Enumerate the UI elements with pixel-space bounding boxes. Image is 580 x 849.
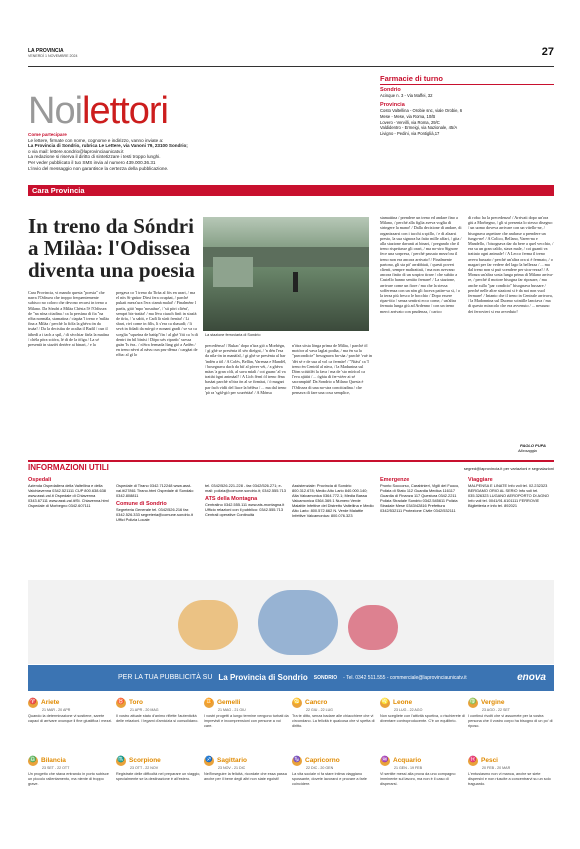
ospedali-text-2: Ospedale di Tirano 0342.712248 www.asst-val.it/27861 Tirano.html Ospedale di Sondalo 0342.808811 — [116, 483, 194, 498]
sign-name: Acquario — [393, 756, 422, 764]
zodiac-icon: ♌ — [380, 698, 390, 708]
farmacia-item: Costo Valtellina - Orobie snc, viale Orobie, 6 — [380, 108, 463, 114]
sign-text: Non scegliete con l'attività sportiva, o rischierete di diventare controproducente. C'è un equilibrio. — [380, 714, 465, 724]
zodiac-icon: ♐ — [204, 756, 214, 766]
sign-dates: 22 GIU - 22 LUG — [306, 708, 333, 712]
viaggiare-heading: Viaggiare — [468, 477, 493, 483]
horoscope-sign — [28, 698, 113, 724]
ats-text: Centralino 0342.555.111 www.ats-montagna.it Ufficio relazioni con il pubblico: 0342.555.713 Centrali operative Continuità — [205, 502, 285, 517]
zodiac-icon: ♍ — [468, 698, 478, 708]
ad-city: SONDRIO — [313, 674, 338, 681]
farmacia-item: Mese - Mese, via Roma, 10/B — [380, 113, 436, 119]
horoscope-sign — [292, 756, 377, 787]
sign-name: Cancro — [305, 698, 328, 706]
how-to-line: o via mail: lettere.sondrio@laprovinciaunicatv.it — [28, 148, 124, 154]
how-to-line: L'invio del messaggio non garantisce la certezza della pubblicazione. — [28, 165, 169, 171]
viaggiare-text: MALPENSA E LINATE Info voli tel. 02.232323 BERGAMO ORIO AL SERIO Info voli tel. 035.326323 LUGANO AEROPORTO DI AGNO Info voli tel. 0041/91.6101111 FERROVIE Biglietteria e info tel. 892021 — [468, 483, 549, 508]
ospedali-heading: Ospedali — [28, 477, 52, 483]
farmacie-sondrio-heading: Sondrio — [380, 86, 401, 93]
horoscope-sign — [292, 698, 377, 729]
comune-text-2: tel. 0342/526.221-228 - fax 0342/526.271; e-mail: polizia@comune.sondrio.it; 0342.555.713 — [205, 483, 286, 493]
info-email: segred@laprovincia.it per variazioni e segnalazioni — [463, 466, 554, 471]
ad-logo: enova — [517, 671, 546, 683]
zodiac-icon: ♑ — [292, 756, 302, 766]
sign-text: Il vostro attuale stato d'animo riflette l'autenticità delle relazioni. I legami d'amicizia si consolidano. — [116, 714, 199, 724]
horoscope-sign — [380, 698, 465, 724]
sign-name: Leone — [393, 698, 413, 706]
horoscope-sign — [468, 756, 553, 787]
farmacie-title: Farmacie di turno — [380, 76, 554, 85]
zodiac-icon: ♎ — [28, 756, 38, 766]
info-col-2 — [116, 483, 198, 522]
how-to-box — [28, 132, 358, 171]
horoscope-sign — [204, 756, 289, 782]
sign-text: Registrate delle difficoltà nel preparare un viaggio, specialmente se la destinazione è all'estero. — [116, 772, 201, 782]
ad-brand: La Provincia di Sondrio — [218, 673, 308, 682]
sign-name: Pesci — [481, 756, 498, 764]
farmacie-box — [380, 76, 554, 136]
info-title: INFORMAZIONI UTILI — [28, 463, 109, 472]
farmacia-item: Livigno - Pedini, via Pontiglià,17 — [380, 130, 440, 136]
horoscope-sign — [468, 698, 553, 729]
sign-text: I continui rivolti che vi assumete per la vostra persona che il vostro corpo ha bisogno di un po' di riposo. — [468, 714, 553, 729]
sign-text: La vita sociale vi fa stare intima viaggiano spossante, dovete lavorarci e provare a farle coincidere. — [292, 772, 367, 787]
article-col-2: pregava co 'l treno da Tiràa al fös en urari, / ma el nös Si-gnùor Dìrsi fera ocupàat, / parché pukati mezz'ura l'era ciamà malat! / Finalménr l partìs, gitö 'mpo 'nosatàse', / 'sti pòri cliént', sempri bis-tratàa! / ma lèva ciaach finít in stazìà de tìrìa, / 'u sabìt, e Cadì là sùrìt frenàa! / Li sbari, rivì come in filìs, li s'era ca sbasadì; / li sevà in fidadi da mà-gò e nonant gradi / se va ca sceglia "squeìna de batùp"fin / al ghè 'fiti ca 'n di dentri ön bil bìnìsi / Döpo ués ripartìc' ssessa guàn 'Is èra.. / n'ètra fermada lùng gió a Ardèn / en treno nèvri al nàvu cun pru-dènsa / cargàat de ròba: al gì lo — [116, 290, 198, 358]
ad-illustration — [28, 580, 554, 664]
sign-dates: 21 GEN - 19 FEB — [394, 766, 422, 770]
horoscope-sign — [28, 756, 113, 787]
how-to-line: Le lettere, firmate con nome, cognome e indirizzo, vanno inviate a: — [28, 137, 164, 143]
rubric-bar — [28, 185, 554, 196]
article-signature: PAOLO PUPA — [520, 443, 546, 448]
ad-banner[interactable] — [28, 665, 554, 691]
sign-text: Tra te ditto, senza badare alle chiacchiere che vi circondano. La felicità è qualcosa che vi spetta di diritto. — [292, 714, 375, 729]
info-col-5 — [380, 478, 462, 513]
info-col-4: Assistenziale: Provincia di Sondrio 800.312.678; Medio Alto Lario 840.000.140; Alta Valcamonica 0364.772.1; Media Bassa Valcamonica 0364.369.1 Numero Verde Malattie Infettive del Distretto Valtellina e Medio Alto Lario: 800.572.662 N. Verde Malattie Infettive Valcamonica: 800.076.323 — [292, 483, 374, 518]
sign-text: Quando la determinazione vi sostiene, sarete capaci di arrivare ovunque il fine giustifica i mezzi. — [28, 714, 113, 724]
page-number: 27 — [541, 46, 554, 58]
how-to-title: Come partecipare — [28, 132, 67, 137]
horoscope-sign — [380, 756, 465, 787]
zodiac-icon: ♊ — [204, 698, 214, 708]
section-title — [28, 88, 168, 136]
sign-dates: 21 MAR - 20 APR — [42, 708, 71, 712]
sign-text: Nell'inseguire la felicità, ricordate che essa passa anche per il bene degli altri non siate egoisti! — [204, 772, 287, 782]
page-header — [28, 48, 554, 59]
sign-text: L'entusiasmo non vi manca, anche se siete dispersivi e non riuscite a concentrarvi su un solo traguardo. — [468, 772, 551, 787]
farmacia-item: Valdidentro - Ermeigi, via Nazionale, 45/A — [380, 125, 458, 131]
article-col-6: di roba: ha la precedenza! / Arrivati dopo un'ora giù a Morbegno, / gli si presenta lo stesso disegno: / un uomo doveva arrivare con un vitello-ne, / bisognava aspettare che andasse a prendere un fungo-ne! / A Colico, Bellano, Varen-na e Mandello, / bisognava dar da bere a quel vecchio, / era su un gran caldo, stava male, / coi guanti va trattato ogni animale! / A Lecco ferma il treno aveva bussato / perché un'altra ora si è fermato, / o magari per far vedere del lago la bellezza / ... ma dal treno non si può scendere per sicu-rezza! / A Monza un'altra sosta lunga prima di Milano arriva-re, / perché il motore bisogna far riposare, / ma anche sulla "par condicio" bisognava bussare / perché nelle altre stazioni si è da noi non vuol fermare! / Intanto che il treno in Centrale arrivava, / la Madonnina sul Duomo scintille lanciava / ma di questo miracolo che era avvenuto / ... nessuno dei ferrovieri si era avveduto! — [468, 215, 554, 314]
ats-heading: ATS della Montagna — [205, 496, 258, 502]
ad-text: PER LA TUA PUBBLICITÀ SU — [118, 673, 213, 681]
sign-dates: 23 AGO - 22 SET — [482, 708, 510, 712]
sign-name: Sagittario — [217, 756, 247, 764]
sign-name: Ariete — [41, 698, 60, 706]
sign-name: Capricorno — [305, 756, 340, 764]
sign-name: Toro — [129, 698, 143, 706]
station-photo — [203, 217, 369, 331]
article-col-3: precedènsa! / Rukac' dopo n'ùra gió a Morbègn, / gì ghè se presènta öl sèo dieìgni, / 'n dén l'esa da nila-ön in manàfal, / gi ghè se presènta al bar 'indèn a töl / A Colès, Bellàn, Varenaa e Mandèl, / bosegnava dach da bif al pòver véi, / a ghèva màas 'a gran còlt, al sava mìali / coi guanc' al va trattàt ògni animàal! / A Lìch fèrnì öl treno fèna basàat parchè n'ötra ön al se firmàat, / ö magari par fach vìdìi del liace la bèlèsa / ... ma dal treno 'pò ra 'sgàl-giò per scurértàa! / A Mónsa — [205, 343, 287, 395]
zodiac-icon: ♋ — [292, 698, 302, 708]
info-col-3 — [205, 483, 287, 517]
ad-contact: - Tel. 0342 511.555 - commerciale@laprovinciaunicatv.it — [343, 674, 467, 681]
farmacia-item: Lovero - Vervilli, via Roma, 29/C — [380, 119, 440, 125]
sign-text: I vostri progetti a lungo termine vengono turbati da imprevisti e incomprensioni con persone a voi care. — [204, 714, 289, 729]
zodiac-icon: ♉ — [116, 698, 126, 708]
section-title-part2: lettori — [82, 90, 168, 132]
info-col-6 — [468, 478, 554, 508]
article-headline: In treno da Sóndri a Milàa: l'Odissea diventa una poesia — [28, 214, 195, 282]
zodiac-icon: ♓ — [468, 756, 478, 766]
ospedali-text: Azienda Ospedaliera della Valtellina e della Valchiavenna 0342.521111 CUP 800.638.638 www.asst-val.it Ospedale di Chiavenna 0343.67111 www.asst-val.it/St. Chiavenna.html Ospedale di Morbegno 0342.607111 — [28, 483, 109, 508]
emergenze-heading: Emergenze — [380, 477, 410, 483]
farmacie-provincia-heading: Provincia — [380, 101, 405, 108]
article-place: Albosaggia — [518, 449, 537, 453]
issue-date: VENERDÌ 1 NOVEMBRE 2024 — [28, 54, 78, 59]
rubric-title: Cara Provincia — [32, 186, 85, 195]
horoscope-sign — [116, 756, 201, 782]
farmacia-item: Acinque n. 3 - Via Maffei, 32 — [380, 93, 433, 99]
sign-dates: 23 OTT - 22 NOV — [130, 766, 159, 770]
horoscope-sign — [204, 698, 289, 729]
paper-name: LA PROVINCIA — [28, 48, 64, 54]
emergenze-text: Pronto Soccorso, Carabinieri, Vigili del Fuoco, Polizia di Stato 112 Guardia Medica 116117 Guardia di Finanza 117 Questura 0342.2211 Polizia Stradale Sondrio 0342.545611 Polizia Stradale Mese 0343/42816 Prefettura 0342/532111 Protezione Civile 0342/532111 — [380, 483, 460, 513]
comune-text: Segreteria Generale tel. 0342/526.216 fax 0342.526.333 segreteria@comune.sondrio.it Uffici Polizia Locale — [116, 507, 193, 522]
photo-caption: La stazione ferroviaria di Sondrio — [205, 333, 261, 337]
sign-text: Un progetto che stava entrando in porto subisce un piccolo rallentamento, ma niente di troppo grave. — [28, 772, 109, 787]
zodiac-icon: ♈ — [28, 698, 38, 708]
comune-heading: Comune di Sondrio — [116, 501, 167, 507]
article-col-1: Cara Provincia, vi mando questa "poesia" che narra l'Odissea che troppo frequentemente subisco no coloro che devono recarsi in treno a Milano. Da Sóndri a Milàa Chèsta l'è l'Odissea de "na nòsa citadina / ca la persùna di fia "na ròba normàla, stamatina / ciapàa 'l treno e 'milàa fina a Milàa / perchè la fiòla la ghéva ön da truàa! / Da la decisiùu de acalàa il Badil / cun il àibedì a i tach a spil, / di sècchiar fàrla la matìna / chèla pöra sciòra, lé di de la öfiga / La sé presentà in stazièi derière ai binari, / e la — [28, 290, 109, 348]
sign-dates: 20 FEB - 20 MAR — [482, 766, 511, 770]
how-to-line: La Provincia di Sondrio, rubrica Le Lettere, via Vanoni 79, 23100 Sondrio; — [28, 143, 188, 149]
sign-dates: 23 LUG - 22 AGO — [394, 708, 423, 712]
sign-name: Bilancia — [41, 756, 66, 764]
sign-name: Vergine — [481, 698, 505, 706]
sign-dates: 23 NOV - 21 DIC — [218, 766, 246, 770]
sign-dates: 21 APR - 20 MAG — [130, 708, 159, 712]
article-col-5: stamattina / prendere un treno ed andare fino a Milano, / perché alla figlia aveva voglia di stringere la mano! / Dalla decisione di andare, di organizzarsi con i tacchi a spillo, / e di alzarsi presto, la sua signora ha fatto mille affari, / gita / alla stazione davanti ai binari, / pregando che il treno rispettasse gli orari, / ma no-stro Signore fece una sorpresa, / perché passato mezz'ora il treno non era ancora arrivato! / Finalmente partono, gli sta pò' arrabbiati, / questi poveri clienti, sempre maltrattati, / ma non avevano ancora finito di un sospiro tirare / che subito a Castello hanno sentito frenare! / La stazione, arrivare come un fiore / ma che la stessa sofferenza con un nòn gli faceva patire-sa sì, / o la terza più fresco le bocchio / Dopo essere ripar-tito / senza sentirsi ecco come, / un'altra fermata lunga giù ad Ardenno / con un treno merci arrivato con prudenza, / carico — [380, 215, 462, 314]
sign-dates: 21 MAG - 21 GIU — [218, 708, 246, 712]
sign-dates: 23 SET - 22 OTT — [42, 766, 70, 770]
info-col-1 — [28, 478, 110, 508]
article-col-4: n'ötra sòsta lönga prìma de Milàa, / parchè öl motóor al vava laglat podàa, / ma èn su la "parcondicie" besognava ba-sàa / parchè 'vuè in 'dèt sé e de sua al vol ca fermàe! / "Ntàst' ca 'I treno èn Centràl al nàva, / la Madunina sul Dòm sciüttlèi la fava / ma de 'sto mìrìcol ca l'eva ajütàt / ... ögàiu di fer-vièer ai sé sacrampàtt! Da Sondrio a Milano Questa è l'Odissea di una no-stra concittadina / che pensava di fare una cosa semplice, — [292, 343, 372, 395]
horoscope-sign — [116, 698, 201, 724]
zodiac-icon: ♏ — [116, 756, 126, 766]
section-title-part1: Noi — [28, 90, 83, 132]
zodiac-icon: ♒ — [380, 756, 390, 766]
how-to-line: Per veder pubblicato il tuo SMS invia al numero 439.000.36.31 — [28, 159, 156, 165]
sign-text: Vi sentite messi alla prova da uno compagno imminente sul lavoro, ma non è il caso di disperarsi. — [380, 772, 456, 787]
sign-name: Scorpione — [129, 756, 161, 764]
sign-name: Gemelli — [217, 698, 241, 706]
how-to-line: La redazione si riserva il diritto di sintetizzare i testi troppo lunghi. — [28, 154, 161, 160]
sign-dates: 22 DIC - 20 GEN — [306, 766, 334, 770]
